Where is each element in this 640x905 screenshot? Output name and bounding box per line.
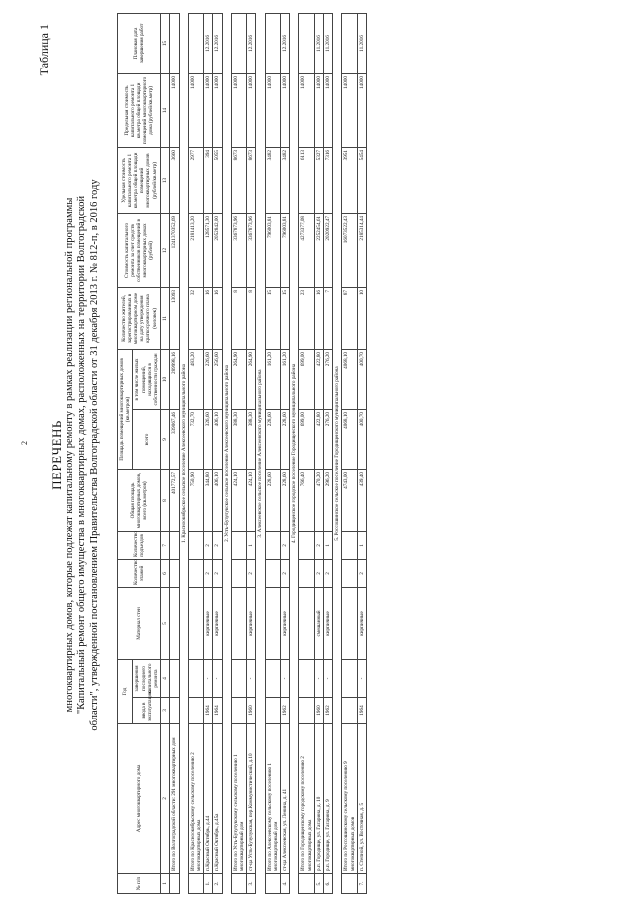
cell-col-12: 4273377,08	[299, 213, 314, 287]
cell-col-6	[342, 559, 357, 587]
cell-col-6: 2	[324, 559, 333, 587]
cell-col-6	[170, 559, 179, 587]
cell-col-13: 5454	[357, 147, 366, 213]
table-row	[357, 13, 366, 893]
cell-col-15	[299, 13, 314, 73]
cell-col-14: 14000	[281, 73, 290, 147]
cell-col-9: 388,30	[247, 409, 256, 469]
title-line-2: "Капитальный ремонт общего имущества в многоквартирных домах, расположенных на территории Волгоградской	[76, 195, 87, 715]
cell-col-10: 400,70	[357, 349, 366, 409]
cell-col-3	[265, 698, 280, 724]
header-max-cost: Предельная стоимость капитального ремонта 1 кв.метра общей площади помещений многоквартирного дома (рублей/кв.метр)	[118, 73, 161, 147]
cell-col-4: -	[357, 659, 366, 697]
cell-col-11: 16	[314, 287, 323, 349]
cell-col-15: 11.2016	[314, 13, 323, 73]
cell-col-12: 16073522,43	[342, 213, 357, 287]
header-premises-total: всего	[133, 409, 161, 469]
cell-col-12: 796003,81	[265, 213, 280, 287]
cell-col-13: 5055	[213, 147, 222, 213]
table-row	[213, 13, 222, 893]
page-number: 2	[20, 441, 29, 445]
header-entrances: Количество подъездов	[118, 531, 161, 559]
cell-col-11: 23	[299, 287, 314, 349]
cell-col-7	[231, 531, 246, 559]
cell-col-13: 5327	[314, 147, 323, 213]
cell-col-1	[170, 874, 179, 894]
cell-col-6	[188, 559, 203, 587]
column-number: 9	[161, 409, 170, 469]
cell-col-1: 1.	[204, 874, 213, 894]
cell-col-13: 3951	[342, 147, 357, 213]
cell-col-14: 14000	[265, 73, 280, 147]
column-number: 2	[161, 724, 170, 874]
cell-col-11: 7	[324, 287, 333, 349]
cell-col-4	[231, 659, 246, 697]
cell-col-2: р.п. Городище, ул. Гагарина, д. 9	[324, 724, 333, 874]
cell-col-12: 2252454,61	[314, 213, 323, 287]
table-row	[324, 13, 333, 893]
cell-col-9: 699,00	[299, 409, 314, 469]
cell-col-6	[265, 559, 280, 587]
cell-col-5	[342, 587, 357, 659]
cell-col-9: 228,60	[281, 409, 290, 469]
cell-col-2: Итого по Красноокябрьскому сельскому поселению 2 многоквартирных дома	[188, 724, 203, 874]
cell-col-1	[299, 874, 314, 894]
header-residents: Количество жителей, зарегистрированных в многоквартирном доме на дату утверждения краткосрочного плана (человек)	[118, 287, 161, 349]
column-number: 10	[161, 349, 170, 409]
header-material: Материал стен	[118, 587, 161, 659]
cell-col-10: 264,90	[231, 349, 246, 409]
cell-col-7: 2	[281, 531, 290, 559]
cell-col-14: 14000	[324, 73, 333, 147]
cell-col-10: 4068,10	[342, 349, 357, 409]
cell-col-6: 2	[357, 559, 366, 587]
cell-col-8: 406,10	[213, 469, 222, 531]
header-year-last-repair: завершения последнего капитального ремонта	[133, 659, 161, 697]
cell-col-7: 2	[204, 531, 213, 559]
cell-col-2: Итого по Городищенскому городскому поселению 2 многоквартирных дома	[299, 724, 314, 874]
cell-col-7: 1	[324, 531, 333, 559]
cell-col-4: -	[324, 659, 333, 697]
cell-col-13: 3482	[265, 147, 280, 213]
table-label: Таблица 1	[37, 24, 51, 76]
cell-col-15: 12.2016	[213, 13, 222, 73]
cell-col-12: 2185314,44	[357, 213, 366, 287]
cell-col-8: 424,10	[231, 469, 246, 531]
section-label: 5. Россошинское сельское поселение Городищенского муниципального района	[333, 13, 342, 893]
section-row	[290, 13, 299, 893]
cell-col-2: п.Красный Октябрь, д.44	[204, 724, 213, 874]
cell-col-10: 161,20	[281, 349, 290, 409]
header-floors: Количество этажей	[118, 559, 161, 587]
cell-col-9: 406,10	[213, 409, 222, 469]
cell-col-7: 2	[213, 531, 222, 559]
cell-col-3: 1960	[247, 698, 256, 724]
cell-col-14: 14000	[314, 73, 323, 147]
cell-col-2: Итого по Волгоградской области: 291 многоквартирных дом	[170, 724, 179, 874]
table-row	[314, 13, 323, 893]
cell-col-1	[231, 874, 246, 894]
column-number: 11	[161, 287, 170, 349]
cell-col-9: 4068,10	[342, 409, 357, 469]
cell-col-6: 2	[204, 559, 213, 587]
rotated-page	[5, 10, 635, 900]
cell-col-2: Итого по Алексеевскому сельскому поселению 1 многоквартирный дом	[265, 724, 280, 874]
section-row	[256, 13, 265, 893]
cell-col-5: кирпичные	[357, 587, 366, 659]
cell-col-13: 3660	[170, 147, 179, 213]
cell-col-11: 8	[247, 287, 256, 349]
column-number: 14	[161, 73, 170, 147]
cell-col-12: 3367873,96	[231, 213, 246, 287]
cell-col-8: 750,90	[188, 469, 203, 531]
cell-col-7	[299, 531, 314, 559]
repair-list-table	[117, 13, 367, 894]
cell-col-15	[342, 13, 357, 73]
cell-col-3: 1962	[281, 698, 290, 724]
cell-col-1: 4.	[281, 874, 290, 894]
cell-col-1: 5.	[314, 874, 323, 894]
section-row	[222, 13, 231, 893]
cell-col-10: 161,20	[265, 349, 280, 409]
cell-col-7	[265, 531, 280, 559]
cell-col-3: 1964	[213, 698, 222, 724]
title-heading: ПЕРЕЧЕНЬ	[49, 420, 64, 490]
cell-col-14: 14000	[188, 73, 203, 147]
cell-col-5: кирпичные	[281, 587, 290, 659]
cell-col-5	[299, 587, 314, 659]
table-row	[247, 13, 256, 893]
total-row	[188, 13, 203, 893]
cell-col-4: -	[213, 659, 222, 697]
cell-col-8: 296,20	[324, 469, 333, 531]
cell-col-6: 2	[247, 559, 256, 587]
cell-col-1: 2.	[213, 874, 222, 894]
header-n: № п/п	[118, 874, 161, 894]
cell-col-8: 766,40	[299, 469, 314, 531]
cell-col-14: 14000	[213, 73, 222, 147]
cell-col-15	[265, 13, 280, 73]
cell-col-14: 14000	[231, 73, 246, 147]
cell-col-12: 3367873,96	[247, 213, 256, 287]
section-row	[179, 13, 188, 893]
cell-col-1: 3.	[247, 874, 256, 894]
cell-col-1: 6.	[324, 874, 333, 894]
cell-col-13: 8673	[231, 147, 246, 213]
cell-col-3: 1964	[204, 698, 213, 724]
header-premises-residential: в том числе жилых помещений, находящихся в собственности граждан	[133, 349, 161, 409]
cell-col-3: 1960	[314, 698, 323, 724]
header-year-commission: ввода в эксплуатацию	[133, 698, 161, 724]
total-row	[342, 13, 357, 893]
cell-col-10: 256,60	[213, 349, 222, 409]
header-unit-cost: Удельная стоимость капитального ремонта 1 кв.метра общей площади помещений многоквартирных домов (рублей/кв.метр)	[118, 147, 161, 213]
cell-col-7	[342, 531, 357, 559]
cell-col-9: 732,70	[188, 409, 203, 469]
cell-col-12: 2020922,47	[324, 213, 333, 287]
section-label: 2. Усть-Бузулукское сельское поселение Алексеевского муниципального района	[222, 13, 231, 893]
cell-col-1	[265, 874, 280, 894]
cell-col-3	[231, 698, 246, 724]
cell-col-4: -	[281, 659, 290, 697]
column-number: 1	[161, 874, 170, 894]
cell-col-11: 16	[213, 287, 222, 349]
cell-col-4: -	[314, 659, 323, 697]
cell-col-12: 1241370352,69	[170, 213, 179, 287]
header-cost: Стоимость капитального ремонта за счет средств собственников помещений в многоквартирных домах (рублей)	[118, 213, 161, 287]
column-number-row	[161, 13, 170, 893]
cell-col-14: 14000	[342, 73, 357, 147]
column-number: 3	[161, 698, 170, 724]
cell-col-5: кирпичные	[247, 587, 256, 659]
cell-col-10: 422,80	[314, 349, 323, 409]
cell-col-7: 1	[357, 531, 366, 559]
cell-col-3	[299, 698, 314, 724]
cell-col-10: 289998,16	[170, 349, 179, 409]
header-premises-area: Площадь помещений многоквартирных домов (кв.метров)	[118, 349, 133, 469]
cell-col-2: п. Степной, ул. Восточная, д. 5	[357, 724, 366, 874]
cell-col-3	[170, 698, 179, 724]
cell-col-15	[188, 13, 203, 73]
cell-col-10: 226,60	[204, 349, 213, 409]
cell-col-5	[188, 587, 203, 659]
title-line-3: области", утвержденной постановлением Правительства Волгоградской области от 31 декабря 2013 г. № 812-п, в 2016 году	[88, 179, 100, 731]
cell-col-4	[299, 659, 314, 697]
cell-col-13: 7316	[324, 147, 333, 213]
cell-col-9: 388,30	[231, 409, 246, 469]
cell-col-11: 10	[357, 287, 366, 349]
cell-col-15: 12.2016	[247, 13, 256, 73]
column-number: 12	[161, 213, 170, 287]
cell-col-8: 344,80	[204, 469, 213, 531]
cell-col-8: 424,10	[247, 469, 256, 531]
cell-col-13: 8673	[247, 147, 256, 213]
cell-col-11: 87	[342, 287, 357, 349]
cell-col-12: 796003,81	[281, 213, 290, 287]
cell-col-11: 15	[281, 287, 290, 349]
cell-col-5: кирпичные	[324, 587, 333, 659]
column-number: 13	[161, 147, 170, 213]
column-number: 8	[161, 469, 170, 531]
cell-col-14: 14000	[247, 73, 256, 147]
cell-col-2: ст-ца Усть-Бузулукская, пер.Коммунистический, д.10	[247, 724, 256, 874]
total-row	[265, 13, 280, 893]
cell-col-14: 14000	[357, 73, 366, 147]
cell-col-9: 228,60	[265, 409, 280, 469]
cell-col-11: 16	[204, 287, 213, 349]
cell-col-10: 483,20	[188, 349, 203, 409]
cell-col-8: 4743,00	[342, 469, 357, 531]
title-line-1: многоквартирных домов, которые подлежат капитальному ремонту в рамках реализации региональной программы	[63, 197, 75, 713]
cell-col-11: 13093	[170, 287, 179, 349]
column-number: 7	[161, 531, 170, 559]
column-number: 6	[161, 559, 170, 587]
cell-col-5: кирпичные	[204, 587, 213, 659]
cell-col-4	[170, 659, 179, 697]
header-deadline: Плановая дата завершения работ	[118, 13, 161, 73]
cell-col-5	[170, 587, 179, 659]
cell-col-15: 11.2016	[324, 13, 333, 73]
cell-col-12: 128571,30	[204, 213, 213, 287]
cell-col-12: 2052842,00	[213, 213, 222, 287]
cell-col-10: 699,00	[299, 349, 314, 409]
table-row	[204, 13, 213, 893]
cell-col-13: 6113	[299, 147, 314, 213]
cell-col-4: -	[247, 659, 256, 697]
column-number: 5	[161, 587, 170, 659]
cell-col-13: 2977	[188, 147, 203, 213]
cell-col-2: р.п. Городище, ул. Гагарина, д. 10	[314, 724, 323, 874]
cell-col-13: 394	[204, 147, 213, 213]
cell-col-15: 12.2016	[281, 13, 290, 73]
cell-col-11: 15	[265, 287, 280, 349]
column-number: 4	[161, 659, 170, 697]
cell-col-15: 12.2016	[204, 13, 213, 73]
cell-col-15	[231, 13, 246, 73]
cell-col-6: 2	[213, 559, 222, 587]
section-label: 3. Алексеевское сельское поселение Алексеевского муниципального района	[256, 13, 265, 893]
cell-col-4	[188, 659, 203, 697]
cell-col-8: 439,40	[357, 469, 366, 531]
table-row	[281, 13, 290, 893]
cell-col-9: 339067,46	[170, 409, 179, 469]
cell-col-7: 2	[314, 531, 323, 559]
section-row	[333, 13, 342, 893]
cell-col-3	[342, 698, 357, 724]
cell-col-8: 470,20	[314, 469, 323, 531]
cell-col-4: -	[204, 659, 213, 697]
cell-col-6: 2	[281, 559, 290, 587]
cell-col-2: п.Красный Октябрь, д.45а	[213, 724, 222, 874]
cell-col-2: ст-ца Алексеевская, ул. Ленина, д. 41	[281, 724, 290, 874]
cell-col-13: 3482	[281, 147, 290, 213]
cell-col-7	[170, 531, 179, 559]
cell-col-6	[299, 559, 314, 587]
total-row	[299, 13, 314, 893]
section-label: 1. Красноокябрьское сельское поселение Алексеевского муниципального района	[179, 13, 188, 893]
cell-col-4	[342, 659, 357, 697]
cell-col-11: 32	[188, 287, 203, 349]
header-total-area: Общая площадь многоквартирных домов, всего (кв.метров)	[118, 469, 161, 531]
cell-col-3	[188, 698, 203, 724]
cell-col-3: 1964	[357, 698, 366, 724]
cell-col-5	[265, 587, 280, 659]
cell-col-14: 14000	[170, 73, 179, 147]
header-address: Адрес многоквартирного дома	[118, 724, 161, 874]
cell-col-14: 14000	[299, 73, 314, 147]
cell-col-3: 1962	[324, 698, 333, 724]
section-label: 4. Городищенское городское поселение Городищенского муниципального района	[290, 13, 299, 893]
total-row	[170, 13, 179, 893]
cell-col-15: 11.2016	[357, 13, 366, 73]
cell-col-6: 2	[314, 559, 323, 587]
cell-col-8: 228,60	[265, 469, 280, 531]
cell-col-14: 14000	[204, 73, 213, 147]
cell-col-7	[188, 531, 203, 559]
cell-col-5: смешанный	[314, 587, 323, 659]
cell-col-7: 1	[247, 531, 256, 559]
cell-col-9: 326,60	[204, 409, 213, 469]
cell-col-10: 276,20	[324, 349, 333, 409]
cell-col-9: 422,80	[314, 409, 323, 469]
cell-col-10: 264,90	[247, 349, 256, 409]
header-year: Год	[118, 659, 133, 723]
cell-col-8: 228,60	[281, 469, 290, 531]
cell-col-5	[231, 587, 246, 659]
cell-col-12: 2181413,20	[188, 213, 203, 287]
cell-col-2: Итого по Россошинскому сельскому поселению 9 многоквартирных домов	[342, 724, 357, 874]
cell-col-15	[170, 13, 179, 73]
column-number: 15	[161, 13, 170, 73]
cell-col-8: 401772,57	[170, 469, 179, 531]
cell-col-5: кирпичные	[213, 587, 222, 659]
cell-col-9: 276,20	[324, 409, 333, 469]
cell-col-6	[231, 559, 246, 587]
cell-col-1	[342, 874, 357, 894]
cell-col-11: 8	[231, 287, 246, 349]
document-title	[51, 20, 101, 890]
total-row	[231, 13, 246, 893]
cell-col-1: 7.	[357, 874, 366, 894]
cell-col-1	[188, 874, 203, 894]
cell-col-4	[265, 659, 280, 697]
cell-col-2: Итого по Усть-Бузулукскому сельскому поселению 1 многоквартирный дом	[231, 724, 246, 874]
table-body	[170, 13, 367, 893]
cell-col-9: 400,70	[357, 409, 366, 469]
